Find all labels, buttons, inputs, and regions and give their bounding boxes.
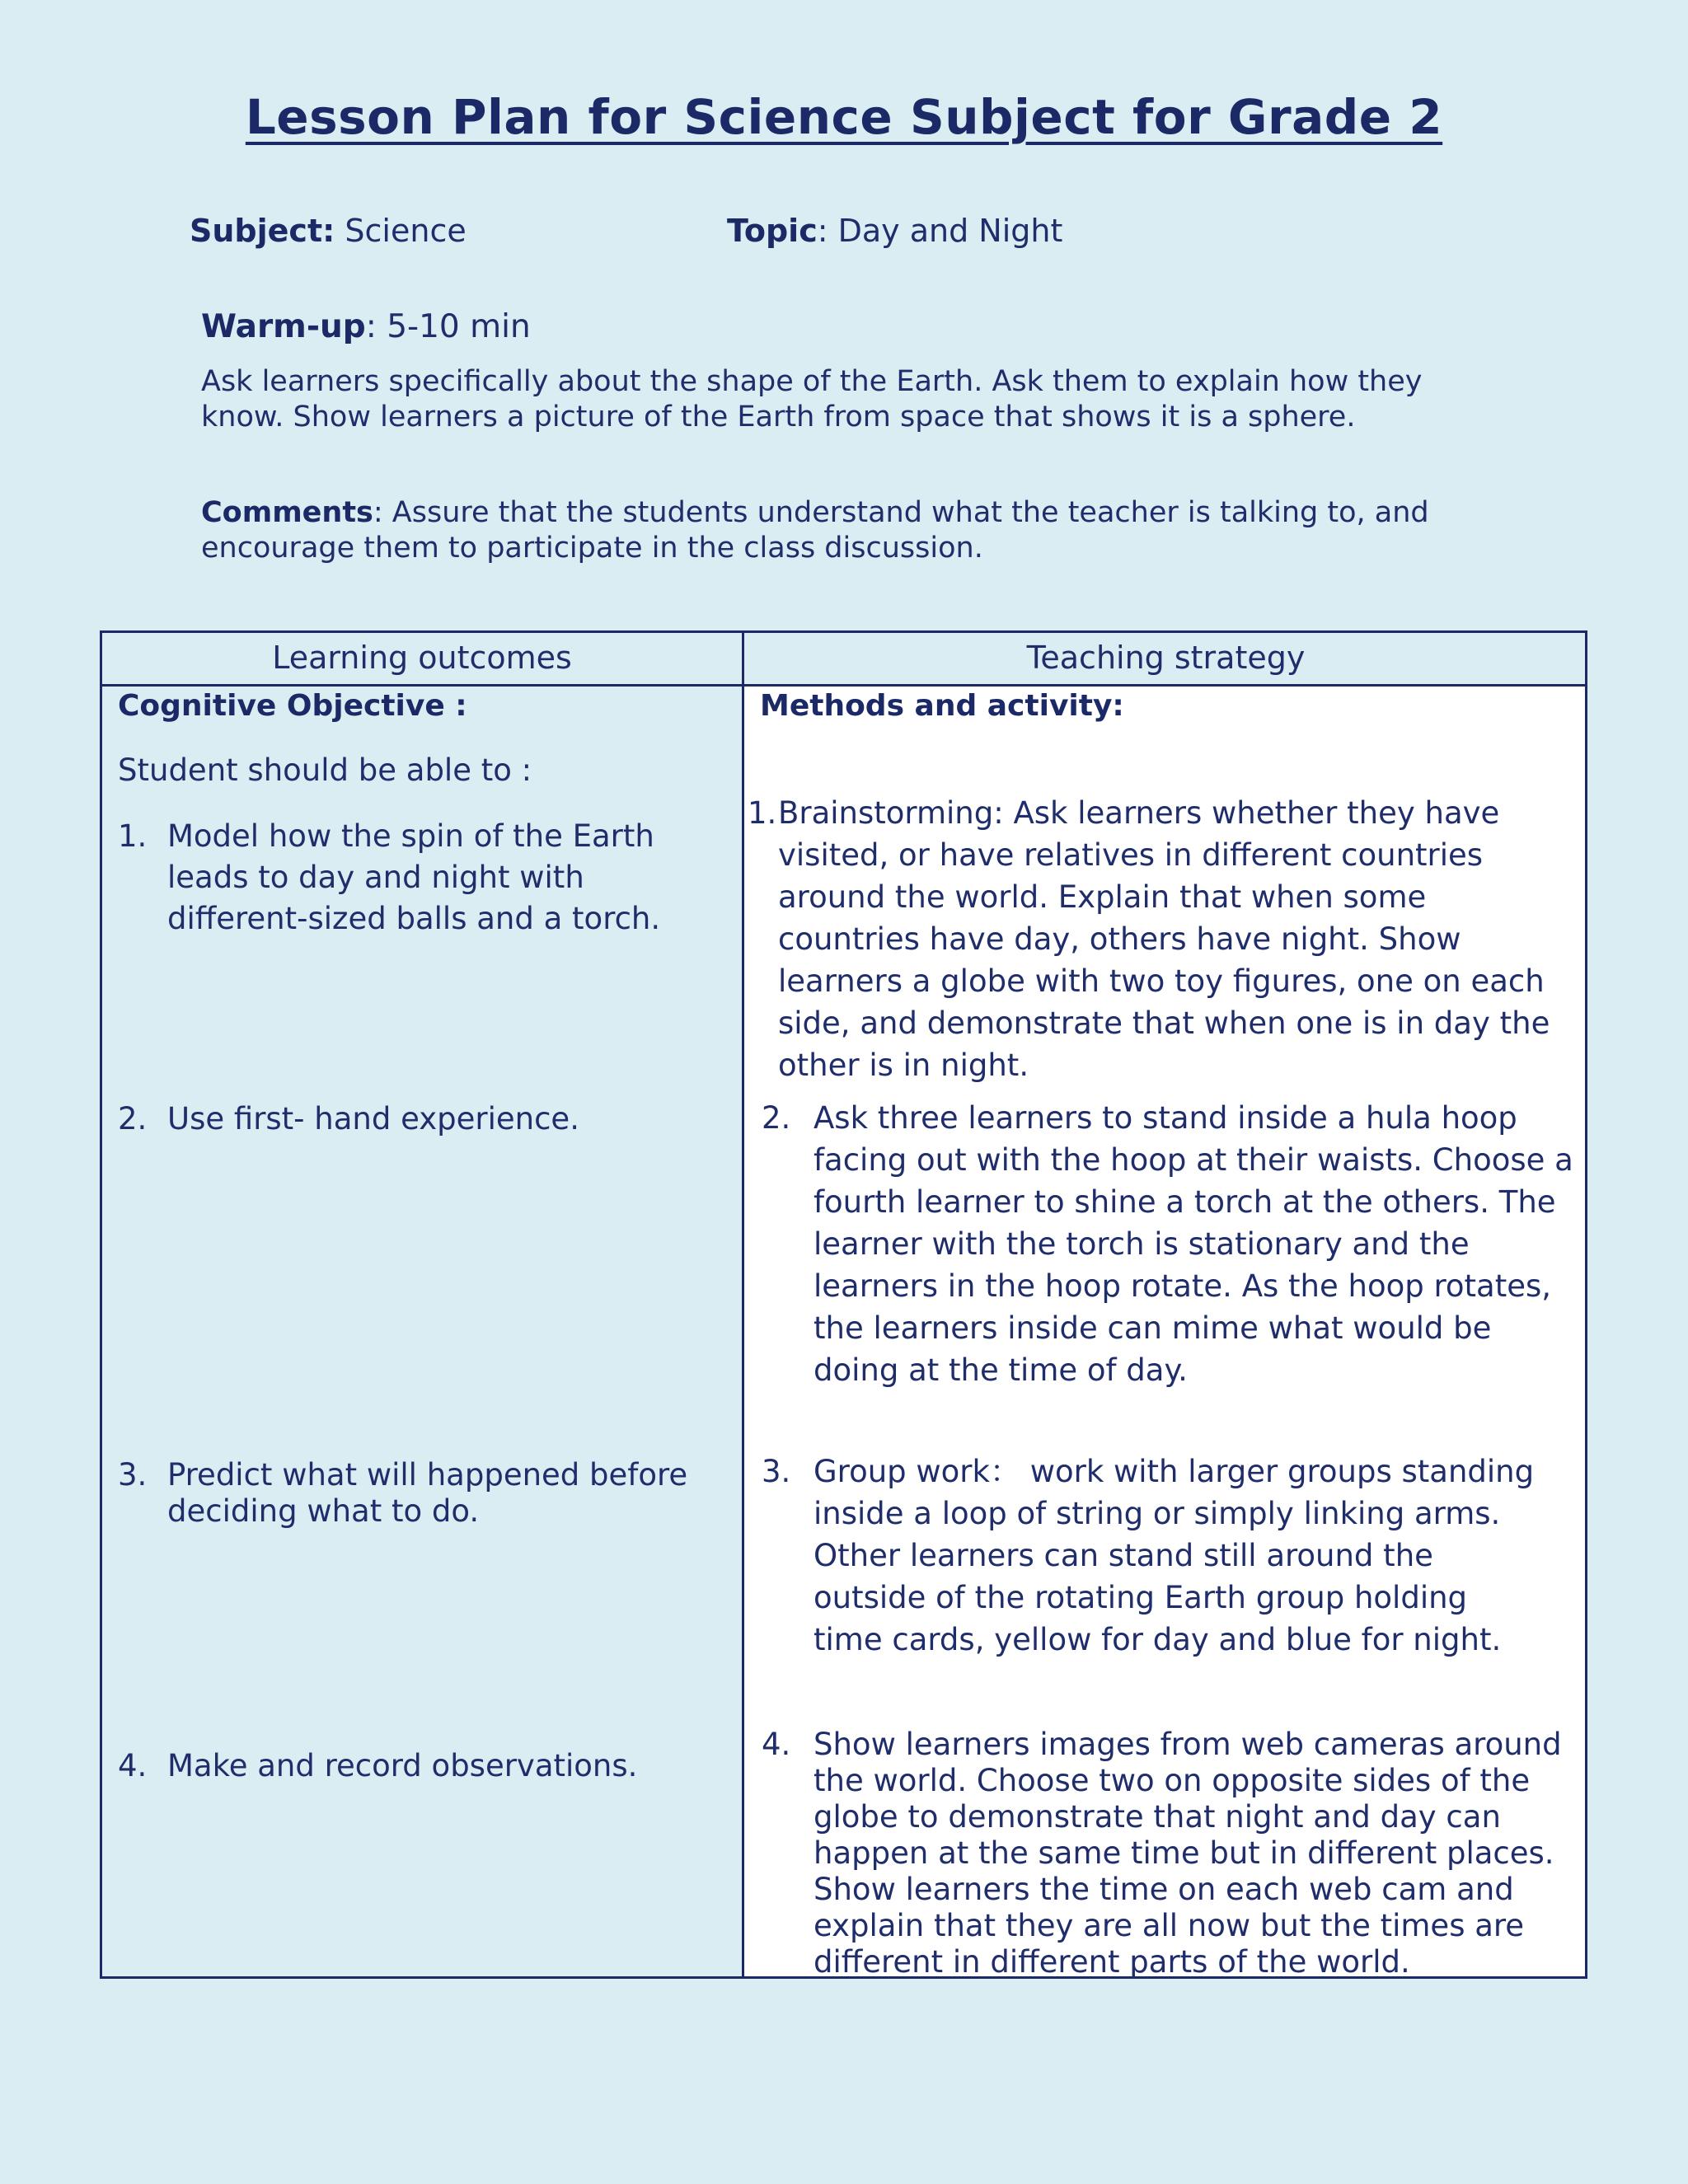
warmup-line (201, 308, 531, 345)
outcome-text: Make and record observations. (167, 1748, 638, 1783)
subject-label: Subject: (190, 213, 335, 249)
topic-line (727, 213, 1062, 249)
lesson-table (100, 630, 1587, 1979)
topic-label: Topic (727, 213, 818, 249)
subject-line (190, 213, 467, 249)
comments-text: : Assure that the students understand what the teacher is talking to, and encourage them to participate in the class discussion. (201, 496, 1429, 565)
outcome-item (118, 816, 728, 940)
methods-heading: Methods and activity: (760, 689, 1124, 723)
outcome-text: Use first- hand experience. (167, 1101, 579, 1137)
outcome-item (118, 1099, 728, 1140)
strategy-text: Ask three learners to stand inside a hula hoop facing out with the hoop at their waists. Choose a fourth learner to shine a torch at the others. The learner with the torch is stationary and the learners in the hoop rotate. As the hoop rotates, the learners inside can mime what would be doing at the time of day. (814, 1100, 1573, 1388)
student-intro: Student should be able to : (118, 752, 532, 788)
comments-label: Comments (201, 496, 373, 529)
page-title: Lesson Plan for Science Subject for Grade 2 (245, 89, 1443, 145)
strategy-number: 1. (748, 795, 777, 831)
outcome-text: Model how the spin of the Earth leads to day and night with different-sized balls and a torch. (167, 818, 661, 936)
header-teaching-strategy: Teaching strategy (1026, 640, 1306, 676)
outcome-number: 4. (118, 1748, 148, 1783)
warmup-text: Ask learners specifically about the shape of the Earth. Ask them to explain how they know. Show learners a picture of the Earth from space that shows it is a sphere. (201, 365, 1423, 434)
topic-value: : Day and Night (817, 213, 1063, 249)
warmup-label: Warm-up (201, 308, 366, 345)
outcome-text: Predict what will happened before deciding what to do. (167, 1457, 688, 1529)
warmup-value: : 5-10 min (365, 308, 531, 345)
strategy-item (762, 1727, 1586, 1980)
strategy-number: 2. (762, 1100, 791, 1136)
strategy-text: Brainstorming: Ask learners whether they have visited, or have relatives in different countries around the world. Explain that when some countries have day, others have night. Show learners a globe with two toy figures, one on each side, and demonstrate that when one is in day the other is in night. (778, 795, 1550, 1083)
subject-value: Science (345, 213, 467, 249)
strategy-number: 3. (762, 1454, 791, 1489)
cognitive-objective-heading: Cognitive Objective : (118, 689, 467, 723)
strategy-text: Group work： work with larger groups standing inside a loop of string or simply linking arms. Other learners can stand still around the outside of the rotating Earth group holding time cards, yellow for day and blue for night. (814, 1454, 1535, 1657)
strategy-number: 4. (762, 1727, 791, 1762)
strategy-item (762, 1451, 1536, 1661)
outcome-number: 3. (118, 1457, 148, 1493)
outcome-item (118, 1457, 728, 1530)
column-divider (742, 633, 744, 1976)
strategy-item (762, 1097, 1586, 1391)
outcome-item (118, 1746, 728, 1787)
comments-paragraph (201, 495, 1470, 566)
header-divider (102, 684, 1585, 687)
outcome-number: 1. (118, 818, 148, 854)
outcome-number: 2. (118, 1101, 148, 1137)
header-learning-outcomes: Learning outcomes (272, 640, 572, 676)
strategy-text: Show learners images from web cameras around the world. Choose two on opposite sides of the globe to demonstrate that night and day can happen at the same time but in different places. Show learners the time on each web cam and explain that they are all now but the times are different in different parts of the world. (814, 1727, 1562, 1980)
strategy-item (748, 792, 1576, 1086)
